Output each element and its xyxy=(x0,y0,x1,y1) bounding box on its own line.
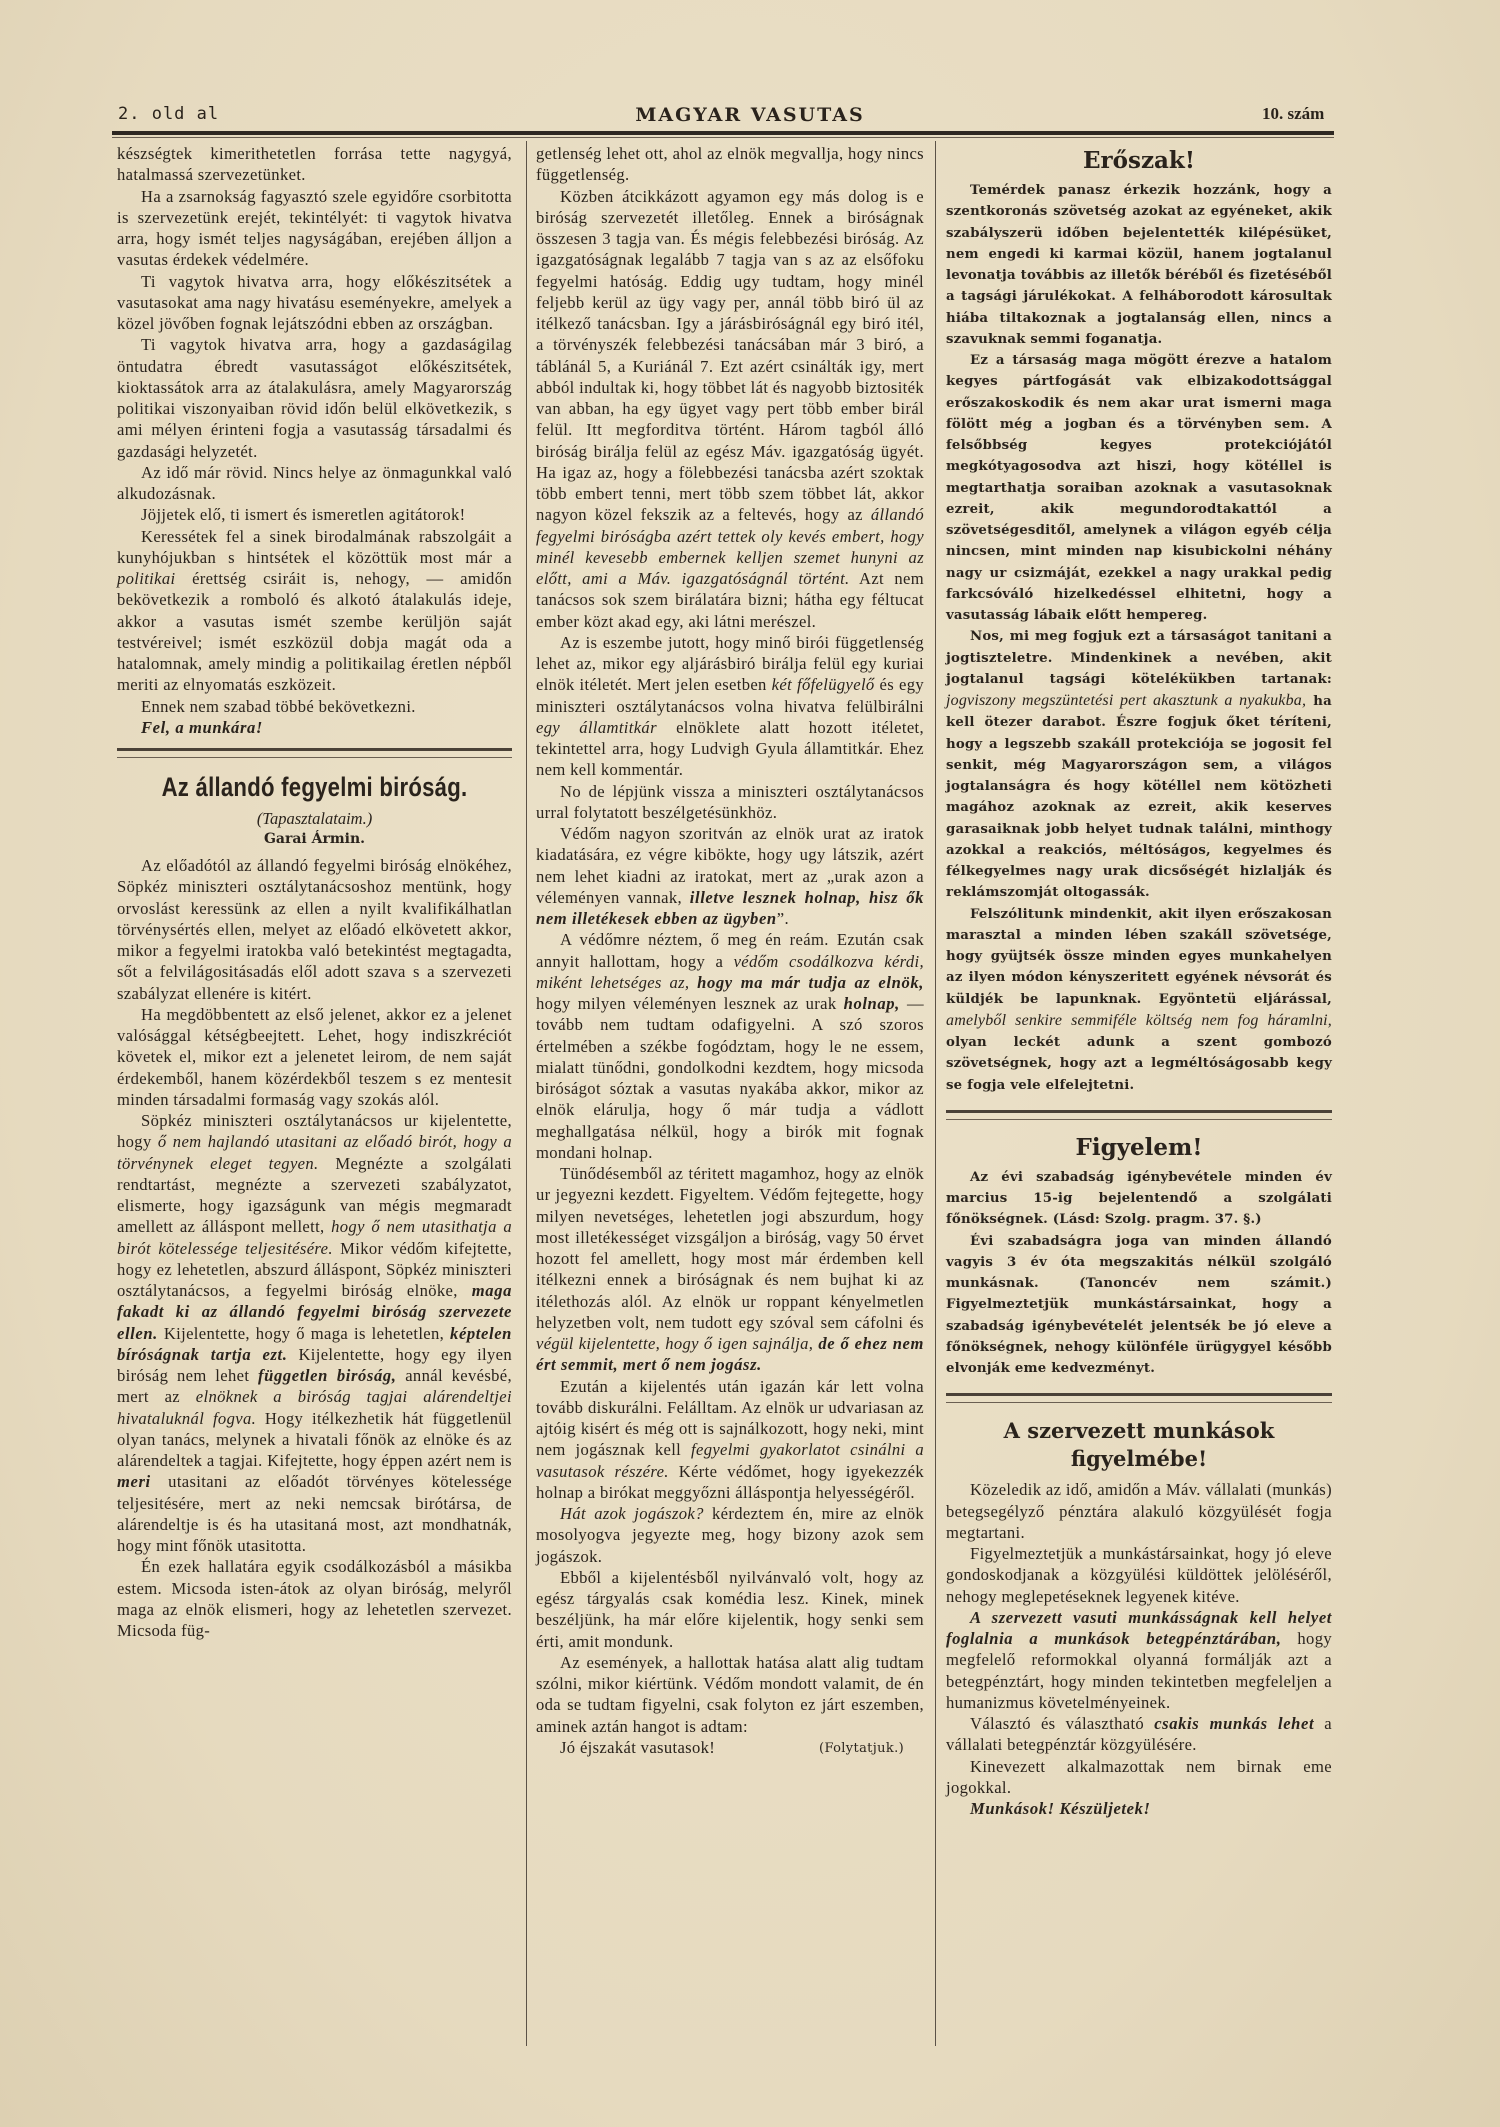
closing-text: Jó éjszakát vasutasok! xyxy=(560,1737,716,1757)
emphasized-text: független biróság, xyxy=(258,1366,397,1385)
emphasized-text: egy államtitkár xyxy=(536,717,657,737)
text-run: getlenség lehet ott, ahol az elnök megvallja, hogy nincs függetlenség. xyxy=(536,144,924,185)
paragraph xyxy=(536,1652,924,1737)
article-closing-line xyxy=(536,1737,924,1758)
text-run: — tovább nem tudtam odafigyelni. A szó szoros értelmében a székbe fogództam, hogy le ne essem, mialatt tünődni, gondolkodni kezdtem, hogy micsoda biróságot sóztak a vasutas nyakába akkor, mikor az elnök elárulja, hogy ő már tudja a vádlott meghallgatása nélkül, hogy a birók mit fognak mondani holnap. xyxy=(536,994,924,1162)
text-run: Ebből a kijelentésből nyilvánvaló volt, hogy az egész tárgyalás csak komédia lesz. Kinek, minek beszéljünk, ha már előre kijelentik, hogy senki sem érti, amit mondunk. xyxy=(536,1567,924,1651)
article-separator xyxy=(946,1393,1332,1403)
article-headline: Az állandó fegyelmi biróság. xyxy=(161,772,468,802)
text-run: Kérte védőmet, hogy igyekezzék holnap a birókat meggyőzni álláspontja helyességéről. xyxy=(536,1461,924,1502)
text-run: érettség csiráit is, nehogy, — amidőn bekövetkezik a romboló és alkotó átalakulás ideje, akkor a vasutas ismét szembe kerüljön saját testvéreivel; ismét eszközül dobja magát oda a hatalomnak, amely mindig a politikailag éretlen népből meriti az elnyomatás eszközeit. xyxy=(117,569,512,695)
article-separator xyxy=(946,1110,1332,1120)
text-run: Temérdek panasz érkezik hozzánk, hogy a szentkoronás szövetség azokat az egyéneket, akik szabályszerü időben bejelentették kilépésüket, nem engedi ki karmai közül, hanem jogtalanul levonatja továbbis az illetők béréből és fizetéséből a tagsági járulékokat. A felháborodott károsultak hiába tiltakoznak a jogtalanság ellen, nincs a szavuknak semmi foganatja. xyxy=(946,183,1332,347)
paragraph xyxy=(946,350,1332,626)
column-1 xyxy=(117,143,512,1641)
paragraph xyxy=(117,696,512,717)
emphasized-text: védőm csodálkozva kérdi, miként lehetséges az, xyxy=(536,951,924,992)
text-run: Választó és választható xyxy=(970,1714,1155,1733)
paragraph xyxy=(117,334,512,462)
text-run: kérdeztem én, mire az elnök mosolyogva jegyezte meg, hogy bizony azok sem jogászok. xyxy=(536,1504,924,1566)
text-run: olyan leckét adunk a szent gombozó szövetségnek, hogy azt a legméltóságosabb kegy se fogja vele elfelejtetni. xyxy=(946,1035,1332,1093)
text-run: Keressétek fel a sinek birodalmának rabszolgáit a kunyhójukban s hintsétek el közöttük most már a xyxy=(117,526,512,567)
emphasized-text: csakis munkás lehet xyxy=(1154,1714,1315,1733)
text-run: Ennek nem szabad többé bekövetkezni. xyxy=(141,696,416,716)
emphasized-text: maga fakadt ki az állandó fegyelmi biróság szervezete ellen. xyxy=(117,1281,512,1343)
emphasized-text: de ő ehez nem ért semmit, mert ő nem jogász. xyxy=(536,1334,925,1375)
figyelem-headline: Figyelem! xyxy=(1075,1133,1203,1161)
text-run: és egy miniszteri osztálytanácsos volna hivatva felülbirálni xyxy=(536,675,925,716)
figyelem-body xyxy=(946,1167,1332,1380)
text-run: Kinevezett alkalmazottak nem birnak eme jogokkal. xyxy=(946,1756,1332,1797)
munkasok-headline: A szervezett munkások figyelmébe! xyxy=(1003,1418,1275,1472)
article-body-part-1 xyxy=(117,855,512,1641)
column-3 xyxy=(946,143,1332,1819)
paragraph xyxy=(946,904,1332,1096)
text-run: Mikor védőm kifejtette, hogy ez lehetetlen, abszurd álláspont, Söpkéz miniszteri osztálytanácsos, a fegyelmi biróság elnöke, xyxy=(117,1238,512,1300)
intro-article-body xyxy=(117,143,512,738)
paragraph xyxy=(946,1479,1332,1543)
newspaper-title: MAGYAR VASUTAS xyxy=(635,104,865,126)
emphasized-text: állandó fegyelmi biróságba azért tettek oly kevés embert, hogy minél kevesebb embernek kelljen szemet hunyni az előtt, ami a Máv. igazgatóságnál történt. xyxy=(536,505,924,588)
emphasized-text: hogy ma már tudja az elnök, xyxy=(697,972,924,992)
text-run: Ti vagytok hivatva arra, hogy előkészitsétek a vasutasokat ama nagy hivatásu eseményekre, amelyek a közel jövőben fognak lejátszódni ebben az országban. xyxy=(117,271,512,333)
text-run: Söpkéz miniszteri osztálytanácsos ur kijelentette, hogy xyxy=(117,1111,512,1152)
paragraph xyxy=(117,717,512,738)
text-run: Kijelentette, hogy egy ilyen biróság nem lehet xyxy=(117,1344,513,1385)
article-subtitle: (Tapasztalataim.) xyxy=(256,809,373,828)
paragraph xyxy=(117,1110,512,1556)
emphasized-text: végül kijelentette, hogy ő igen sajnálja, xyxy=(536,1334,819,1353)
paragraph xyxy=(117,271,512,335)
emphasized-text: hogy ő nem utasithatja a birót kötelessége teljesitésére. xyxy=(117,1217,512,1258)
text-run: Nos, mi meg fogjuk ezt a társaságot tanitani a jogtiszteletre. Mindenkinek a nevében, akit jogtalanul tagsági kötelékükben tartanak: xyxy=(946,629,1332,687)
emphasized-text: két főfelügyelő xyxy=(771,675,875,695)
header-rule xyxy=(112,131,1334,135)
paragraph xyxy=(946,1756,1332,1799)
emphasized-text: politikai xyxy=(117,569,176,588)
text-run: Ezután a kijelentés után igazán kár lett volna tovább diskurálni. Felálltam. Az elnök ur udvariasan az ajtóig kisért és még ott is sajnálkozott, hogy neki, mint nem jogásznak kell xyxy=(536,1376,924,1460)
text-run: Az is eszembe jutott, hogy minő birói függetlenség lehet az, mikor egy aljárásbiró birálja felül egy kuriai elnök itéletét. Mert jelen esetben xyxy=(536,632,924,695)
paragraph xyxy=(946,1543,1332,1607)
paragraph xyxy=(946,1607,1332,1713)
paragraph xyxy=(117,1004,512,1110)
text-run: Az előadótól az állandó fegyelmi biróság elnökéhez, Söpkéz miniszteri osztálytanácsoshoz mentünk, hogy orvoslást keressünk az ellen a nyilt kvalifikálhatlan törvénysértés ellen, melyet az előadó elkövetett akkor, mikor a fegyelmi iratokba való betekintést megtagadta, sőt a felvilágositásadás elől adott szava s a szervezeti szabályzat ellenére is kitért. xyxy=(117,856,512,1003)
column-divider xyxy=(935,141,936,2046)
paragraph xyxy=(946,1713,1332,1756)
paragraph xyxy=(117,504,512,525)
issue-number: 10. szám xyxy=(1262,104,1325,123)
paragraph xyxy=(946,626,1332,903)
text-run: Az idő már rövid. Nincs helye az önmagunkkal való alkudozásnak. xyxy=(117,462,512,503)
paragraph xyxy=(117,855,512,1004)
text-run: hogy milyen véleményen lesznek az urak xyxy=(536,994,844,1013)
text-run: Közben átcikkázott agyamon egy más dolog is e biróság szervezetét illetőleg. Ennek a biróságnak összesen 3 tagja van. És mégis felebbezési biróság. Az igazgatóságnak legalább 7 tagja van s az az elsőfoku fegyelmi hatóság. Eddig ugy tudtam, hogy minél feljebb kerül az ügy vagy per, annál több biró ül az itélkező tanácsban. Igy a járásbiróságnál egy biró itél, a törvényszék felebbezési tanácsában már 3 biró, a táblánál 5, a Kuriánál 7. Ezt azért csinálták igy, mert abból indultak ki, hogy többet lát és nagyobb biztositék van abban, ha egy ügyet vagy pert több ember birál felül. Itt megforditva történt. Három tagból álló biróság birálja felül az egész Máv. igazgatóság ügyét. Ha igaz az, hogy a fölebbezési tanácsba azért szoktak több embert tenni, mert több szem többet lát, akkor nagyon közel fekszik az a feltevés, hogy az xyxy=(536,186,924,525)
text-run: Én ezek hallatára egyik csodálkozásból a másikba estem. Micsoda isten-átok az olyan biróság, melyről maga az elnök elismeri, hogy az lehetetlen szervezet. Micsoda füg- xyxy=(117,1557,512,1640)
paragraph xyxy=(536,929,924,1163)
emphasized-text: képtelen bíróságnak tartja ezt. xyxy=(117,1323,512,1364)
text-run: hogy megfelelő reformokkal olyanná formálják azt a betegpénztárt, hogy minden tekintetben megfeleljen a humanizmus követelményeinek. xyxy=(946,1629,1332,1712)
paragraph xyxy=(536,1567,924,1652)
text-run: ”. xyxy=(776,909,789,928)
paragraph xyxy=(536,1503,924,1567)
page-number: 2. old al xyxy=(118,104,220,124)
continued-note: (Folytatjuk.) xyxy=(819,1740,904,1756)
emphasized-text: Munkások! Készüljetek! xyxy=(970,1799,1151,1818)
text-run: Az évi szabadság igénybevétele minden év marcius 15-ig bejelentendő a szolgálati főnökségnek. (Lásd: Szolg. pragm. 37. §.) xyxy=(946,1169,1332,1228)
eroszak-headline: Erőszak! xyxy=(1083,147,1195,174)
emphasized-text: amelyből senkire semmiféle költség nem fog háramlni, xyxy=(946,1011,1332,1029)
paragraph xyxy=(946,180,1332,350)
text-run: Ti vagytok hivatva arra, hogy a gazdaságilag öntudatra ébredt vasutasságot előkészitsétek, kioktassátok arra az átalakulásra, amely Magyarország politikai viszonyaiban rövid időn belül elkövetkezik, s ami mélyen érinteni fogja a vasutasság társadalmi és gazdasági helyzetét. xyxy=(117,335,512,461)
paragraph xyxy=(536,823,924,929)
emphasized-text: illetve lesznek holnap, hisz ők nem illetékesek ebben az ügyben xyxy=(536,887,924,928)
emphasized-text: fegyelmi gyakorlatot csinálni a vasutasok részére. xyxy=(536,1440,924,1481)
text-run: Jöjjetek elő, ti ismert és ismeretlen agitátorok! xyxy=(141,505,466,525)
text-run: Ez a társaság maga mögött érezve a hatalom kegyes pártfogását vak elbizakodottsággal erőszakoskodik és nem akar urat ismerni maga fölött még a jogban és a törvényben sem. A felsőbbség kegyes protekciójától megkótyagosodva azt hiszi, hogy kötéllel is megtarthatja soraiban azoknak a vasutasoknak ezreit, akik megundorodtakattól a szövetségesditől, amelynek a világon egyéb célja nincsen, mint minden nap kisubickolni néhány nagy ur csizmáját, ezekkel a nagy urakkal pedig farkcsóváló hizelkedéssel elhitetni, hogy a vasutasság lábaik előtt hempereg. xyxy=(946,353,1332,623)
text-run: Figyelmeztetjük a munkástársainkat, hogy jó eleve gondoskodjanak a közgyülési küldöttek jelöléséről, nehogy meglepetéseknek legyenek kitéve. xyxy=(946,1544,1332,1606)
paragraph xyxy=(117,526,512,696)
text-run: készségtek kimerithetetlen forrása tette nagygyá, hatalmassá szervezetünket. xyxy=(117,144,512,185)
column-2 xyxy=(536,143,924,1758)
emphasized-text: A szervezett vasuti munkásságnak kell helyet foglalnia a munkások betegpénztárában, xyxy=(946,1607,1332,1648)
article-author: Garai Ármin. xyxy=(263,831,366,847)
text-run: Közeledik az idő, amidőn a Máv. vállalati (munkás) betegsegélyző pénztára alakuló közgyülését fogja megtartani. xyxy=(946,1480,1332,1542)
text-run: Az események, a hallottak hatása alatt alig tudtam szólni, mikor kiértünk. Védőm mondott valamit, de én oda se tudtam figyelni, csak folyton ez járt eszemben, aminek aztán hangot is adtam: xyxy=(536,1652,924,1736)
text-run: Azt nem tanácsos sok szem birálatára bizni; hátha egy féltucat ember közt akad egy, aki látni merészel. xyxy=(536,569,924,631)
header-rule-thin xyxy=(112,137,1334,138)
text-run: Védőm nagyon szoritván az elnök urat az iratok kiadatására, ez végre kibökte, hogy ugy látszik, azért nem lehet kiadni az iratokat, mert az „urak azon a véleményen vannak, xyxy=(536,824,924,907)
paragraph xyxy=(536,143,924,186)
column-divider xyxy=(526,141,527,2046)
paragraph xyxy=(536,186,924,632)
emphasized-text: meri xyxy=(117,1472,151,1492)
text-run: Évi szabadságra joga van minden állandó vagyis 3 év óta megszakitás nélkül szolgáló munkásnak. (Tanoncév nem számit.) Figyelmeztetjük munkástársainkat, hogy a szabadság igénybevételét jelentsék be jó eleve a főnökségnek, nehogy különféle ürügygyel később elvonják eme kedvezményt. xyxy=(946,1233,1332,1376)
text-run: Tünődésemből az téritett magamhoz, hogy az elnök ur jegyezni kezdett. Figyeltem. Védőm fejtegette, hogy milyen nevetséges, lehetetlen jogi abszurdum, hogy most illetékességet vizsgáljon a biróság, vagy 50 érvet hozott fel amellett, hogy most már érdemben kell itélkezni ennek a biróságnak és nem bujhat ki az itélethozás alól. Az elnök ur roppant kényelmetlen helyzetben volt, nem tudott egy szóval sem cáfolni és xyxy=(536,1164,924,1332)
text-run: ha kell ötezer darabot. Észre fogjuk őket téríteni, hogy a legszebb szakáll protekciója se jogosit fel senkit, még Magyarországon sem, a világos jogtalanságra és hogy kötéllel nem kötözheti magához azoknak az ezreit, akik keserves garasaiknak jobb helyet tudnak találni, minthogy azokkal a reakciós, méltóságos, kegyelmes és félkegyelmes nagy urak dicsőségét hizlalják és reklámszomját oltogassák. xyxy=(946,694,1332,901)
paragraph xyxy=(946,1167,1332,1231)
paragraph xyxy=(536,781,924,824)
text-run: Hogy itélkezhetik hát függetlenül olyan tanács, melynek a hivatali főnök az elnöke és az alárendeltek a tagjai. Kifejtette, hogy éppen azért nem is xyxy=(117,1408,512,1470)
text-run: Felszólitunk mindenkit, akit ilyen erőszakosan marasztal a minden lében szakáll szövetsége, hogy gyüjtsék össze minden egyes munkahelyen az ilyen módon kényszeritett egyének névsorát és küldjék be lapunknak. Egyöntetü eljárással, xyxy=(946,906,1332,1007)
paragraph xyxy=(117,143,512,186)
text-run: utasitani az előadót törvényes kötelessége teljesitésére, mert az neki nemcsak birótársa, de alárendeltje is és ha utasitaná most, azt mondhatnák, hogy mint főnök utasitotta. xyxy=(117,1472,512,1555)
paragraph xyxy=(117,186,512,271)
paragraph xyxy=(536,1376,924,1504)
paragraph xyxy=(536,632,924,781)
paragraph xyxy=(536,1163,924,1376)
text-run: Ha megdöbbentett az első jelenet, akkor ez a jelenet valósággal kétségbeejtett. Lehet, hogy indiszkréciót követek el, mikor ezt a jelenetet leirom, de nem saját érdekemből, hanem közérdekből teszem s ez mentesit minden társadalmi formaság vagy szokás alól. xyxy=(117,1004,512,1109)
paragraph xyxy=(946,1798,1332,1819)
text-run: A védőmre néztem, ő meg én reám. Ezután csak annyit hallottam, hogy a xyxy=(536,930,924,971)
emphasized-text: elnöknek a biróság tagjai alárendeltjei hivataluknál fogva. xyxy=(117,1387,512,1428)
paragraph xyxy=(946,1231,1332,1380)
emphasized-text: ő nem hajlandó utasitani az előadó birót, hogy a törvénynek eleget tegyen. xyxy=(117,1132,512,1173)
emphasized-text: jogviszony megszüntetési pert akasztunk a nyakukba, xyxy=(946,692,1307,709)
text-run: a vállalati betegpénztár közgyülésére. xyxy=(946,1714,1333,1755)
article-body-part-2 xyxy=(536,143,924,1737)
emphasized-text: Fel, a munkára! xyxy=(141,717,263,737)
text-run: Kijelentette, hogy ő maga is lehetetlen, xyxy=(157,1323,451,1343)
text-run: Ha a zsarnokság fagyasztó szele egyidőre csorbitotta is szervezetünk erejét, tekintélyét: ti vagytok hivatva arra, hogy ismét teljes nagyságában, erejében álljon a vasutas érdekek védelmére. xyxy=(117,186,512,270)
text-run: annál kevésbé, mert az xyxy=(117,1366,512,1407)
emphasized-text: Hát azok jogászok? xyxy=(560,1504,704,1523)
text-run: No de lépjünk vissza a miniszteri osztálytanácsos urral folytatott beszélgetésünkhöz. xyxy=(536,781,924,822)
text-run: elnöklete alatt hozott itéletet, tekintettel arra, hogy Ludvigh Gyula államtitkár. Ehez nem kell kommentár. xyxy=(536,717,924,780)
paragraph xyxy=(117,1556,512,1641)
munkasok-body xyxy=(946,1479,1332,1819)
paragraph xyxy=(117,462,512,505)
text-run: Megnézte a szolgálati rendtartást, megnézte a szervezeti szabályzatot, elismerte, hogy igazságunk van mégis megmaradt amellett az álláspont mellett, xyxy=(117,1153,512,1237)
article-separator xyxy=(117,748,512,758)
emphasized-text: holnap, xyxy=(843,994,900,1013)
eroszak-body xyxy=(946,180,1332,1096)
